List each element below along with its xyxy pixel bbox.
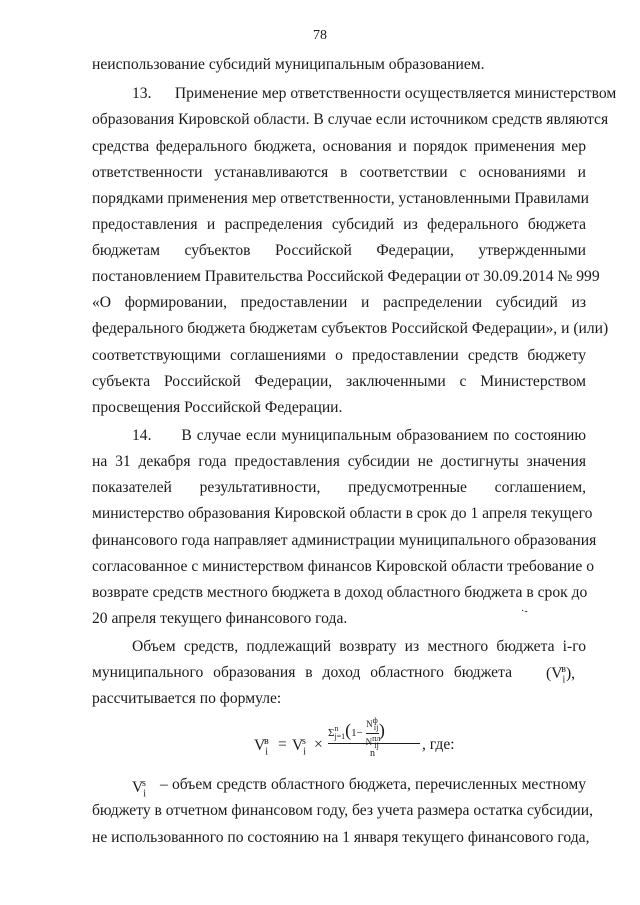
definition-symbol: $V_i^s$: [132, 778, 147, 800]
text-line: согласованное с министерством финансов Кировской области требование о: [92, 558, 595, 575]
formula-denominator: n: [370, 748, 375, 759]
text-line: субъекта Российской Федерации, заключенными с Министерством: [92, 373, 586, 390]
formula-lhs: $V_i^в$: [254, 736, 269, 758]
text-line: постановлением Правительства Российской Федерации от 30.09.2014 № 999: [92, 268, 600, 285]
text-line: порядками применения мер ответственности, установленными Правилами: [92, 190, 590, 207]
page-number: 78: [313, 28, 327, 43]
text-line: неиспользование субсидий муниципальным образованием.: [92, 56, 485, 73]
text-line: – объем средств областного бюджета, перечисленных местному: [160, 776, 586, 793]
text-line: образования Кировской области. В случае если источником средств являются: [92, 111, 609, 128]
text-line: средства федерального бюджета, основания и порядок применения мер: [92, 138, 586, 155]
formula-fraction-bar: [328, 743, 420, 744]
formula-equals: =: [278, 736, 287, 753]
text-line: ответственности устанавливаются в соответствии с основаниями и: [92, 164, 586, 181]
text-line: возврате средств местного бюджета в доход областного бюджета в срок до: [92, 584, 588, 601]
text-line: рассчитывается по формуле:: [92, 690, 282, 707]
text-line: муниципального образования в доход областного бюджета: [92, 664, 512, 681]
text-line: федерального бюджета бюджетам субъектов Российской Федерации», и (или): [92, 320, 609, 337]
text-line: показателей результативности, предусмотренные соглашением,: [92, 479, 586, 496]
text-line: просвещения Российской Федерации.: [92, 399, 343, 416]
text-line: бюджету в отчетном финансовом году, без учета размера остатка субсидии,: [92, 802, 593, 819]
text-line: соответствующими соглашениями о предоставлении средств бюджету: [92, 347, 586, 364]
text-line: 20 апреля текущего финансового года.: [92, 610, 348, 627]
formula-tail: , где:: [422, 736, 455, 753]
formula: [254, 716, 514, 766]
text-line: финансового года направляет администрации муниципального образования: [92, 532, 597, 549]
formula-times: ×: [314, 736, 323, 753]
text-line: бюджетам субъектов Российской Федерации, утвержденными: [92, 242, 586, 259]
formula-v: $V_i^s$: [292, 736, 307, 758]
text-line: на 31 декабря года предоставления субсидии не достигнуты значения: [92, 453, 586, 470]
stray-mark: ·-: [521, 606, 528, 617]
text-line: «О формировании, предоставлении и распределении субсидий из: [92, 294, 586, 311]
text-line: Объем средств, подлежащий возврату из местного бюджета i-го: [132, 638, 586, 655]
text-line: не использованного по состоянию на 1 января текущего финансового года,: [92, 829, 590, 846]
text-line: предоставления и распределения субсидий из федерального бюджета: [92, 216, 586, 233]
text-line: министерство образования Кировской области в срок до 1 апреля текущего: [92, 505, 593, 522]
inline-formula: $(V_i^в)$,: [546, 664, 576, 686]
text-line: 13. Применение мер ответственности осуществляется министерством: [132, 85, 617, 102]
formula-numerator: $\Sigma^n_{j=1}(1-$ $N^ф_{ij}$ $N^{пл}_{ij}$ ): [328, 716, 385, 750]
text-line: 14. В случае если муниципальным образованием по состоянию: [132, 427, 586, 444]
